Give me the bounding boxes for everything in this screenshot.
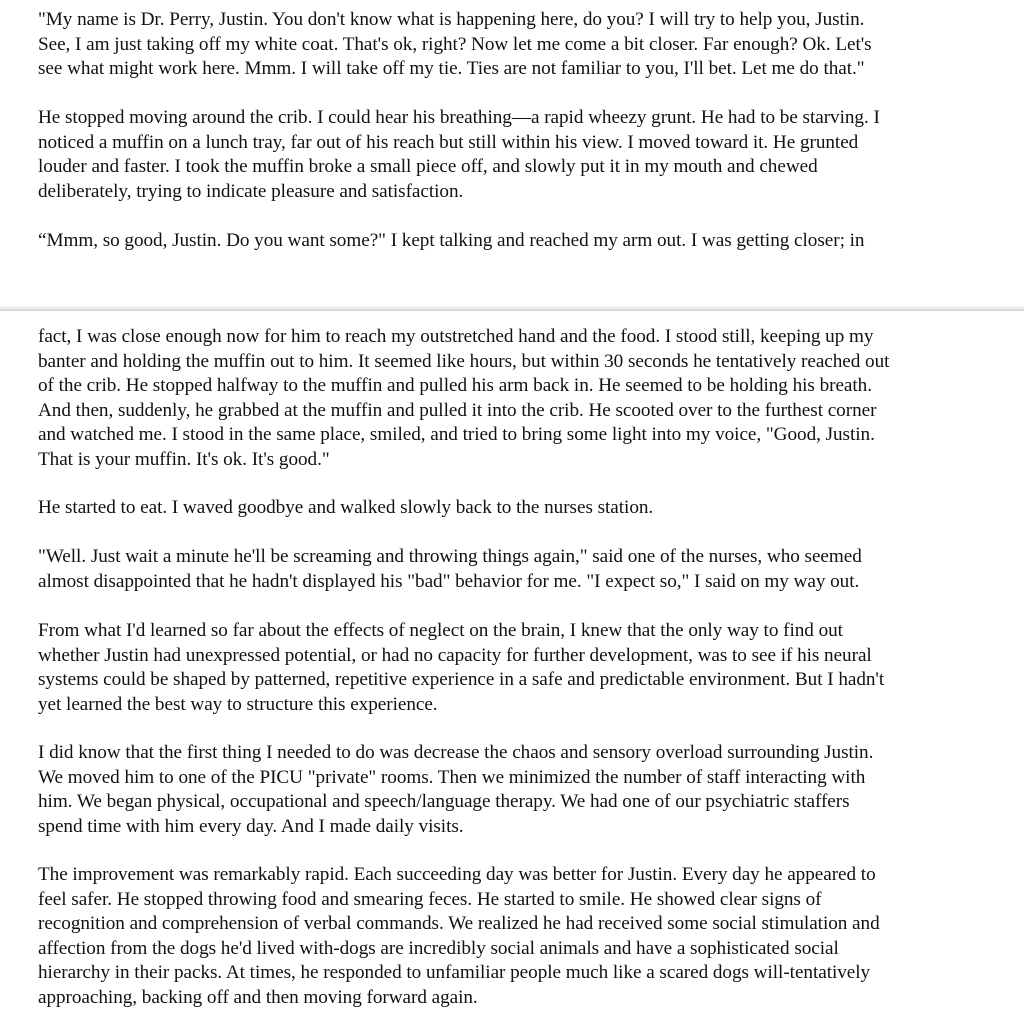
document-page-bottom [0,311,1024,1017]
paragraph-decrease-chaos [38,741,998,839]
paragraph-nurses-comment [38,545,998,594]
text-line: systems could be shaped by patterned, repetitive experience in a safe and predictable environment. But I hadn't [38,669,885,690]
text-line: fact, I was close enough now for him to reach my outstretched hand and the food. I stood still, keeping up my [38,326,874,347]
text-line: hierarchy in their packs. At times, he responded to unfamiliar people much like a scared dogs will-tentatively [38,962,871,983]
text-line: yet learned the best way to structure this experience. [38,693,438,715]
text-line: He started to eat. I waved goodbye and walked slowly back to the nurses station. [38,497,654,518]
document-page-top [0,0,1024,306]
text-line: him. We began physical, occupational and speech/language therapy. We had one of our psychiatric staffers [38,791,850,812]
paragraph-crib-muffin [38,106,998,204]
text-line: and watched me. I stood in the same place, smiled, and tried to bring some light into my voice, "Good, Justin. [38,424,875,445]
text-line: recognition and comprehension of verbal commands. We realized he had received some social stimulation and [38,913,880,934]
paragraph-outstretched-hand [38,325,998,472]
text-line: banter and holding the muffin out to him. It seemed like hours, but within 30 seconds he tentatively reached out [38,350,890,372]
text-line: whether Justin had unexpressed potential, or had no capacity for further development, was to see if his neural [38,644,872,666]
text-line: "My name is Dr. Perry, Justin. You don't know what is happening here, do you? I will try to help you, Justin. [38,9,865,30]
text-line: See, I am just taking off my white coat. That's ok, right? Now let me come a bit closer. Far enough? Ok. Let's [38,33,872,55]
paragraph-so-good [38,229,998,254]
paragraph-neglect-brain [38,619,998,717]
text-line: "Well. Just wait a minute he'll be screaming and throwing things again," said one of the nurses, who seemed [38,546,862,567]
text-line: That is your muffin. It's ok. It's good." [38,448,330,470]
paragraph-dr-perry-intro [38,8,998,82]
text-line: The improvement was remarkably rapid. Each succeeding day was better for Justin. Every day he appeared to [38,864,876,885]
text-line: affection from the dogs he'd lived with-dogs are incredibly social animals and have a sophisticated social [38,937,839,959]
text-line: feel safer. He stopped throwing food and smearing feces. He started to smile. He showed clear signs of [38,888,822,910]
text-line: He stopped moving around the crib. I could hear his breathing—a rapid wheezy grunt. He had to be starving. I [38,107,880,128]
text-line: almost disappointed that he hadn't displayed his "bad" behavior for me. "I expect so," I said on my way out. [38,570,860,592]
text-line: And then, suddenly, he grabbed at the muffin and pulled it into the crib. He scooted over to the furthest corner [38,399,877,421]
paragraph-started-to-eat [38,496,998,521]
text-line: From what I'd learned so far about the effects of neglect on the brain, I knew that the only way to find out [38,620,843,641]
text-line: louder and faster. I took the muffin broke a small piece off, and slowly put it in my mouth and chewed [38,156,818,177]
text-line: “Mmm, so good, Justin. Do you want some?" I kept talking and reached my arm out. I was getting closer; in [38,230,865,251]
text-line: of the crib. He stopped halfway to the muffin and pulled his arm back in. He seemed to be holding his breath. [38,375,872,396]
text-line: spend time with him every day. And I made daily visits. [38,815,464,837]
paragraph-improvement [38,863,998,1010]
text-line: We moved him to one of the PICU "private" rooms. Then we minimized the number of staff interacting with [38,766,866,788]
text-line: approaching, backing off and then moving forward again. [38,986,478,1008]
text-line: deliberately, trying to indicate pleasure and satisfaction. [38,180,464,202]
text-line: see what might work here. Mmm. I will take off my tie. Ties are not familiar to you, I'll bet. Let me do that." [38,58,865,79]
text-line: noticed a muffin on a lunch tray, far out of his reach but still within his view. I moved toward it. He grunted [38,131,859,153]
text-line: I did know that the first thing I needed to do was decrease the chaos and sensory overload surrounding Justin. [38,742,874,763]
